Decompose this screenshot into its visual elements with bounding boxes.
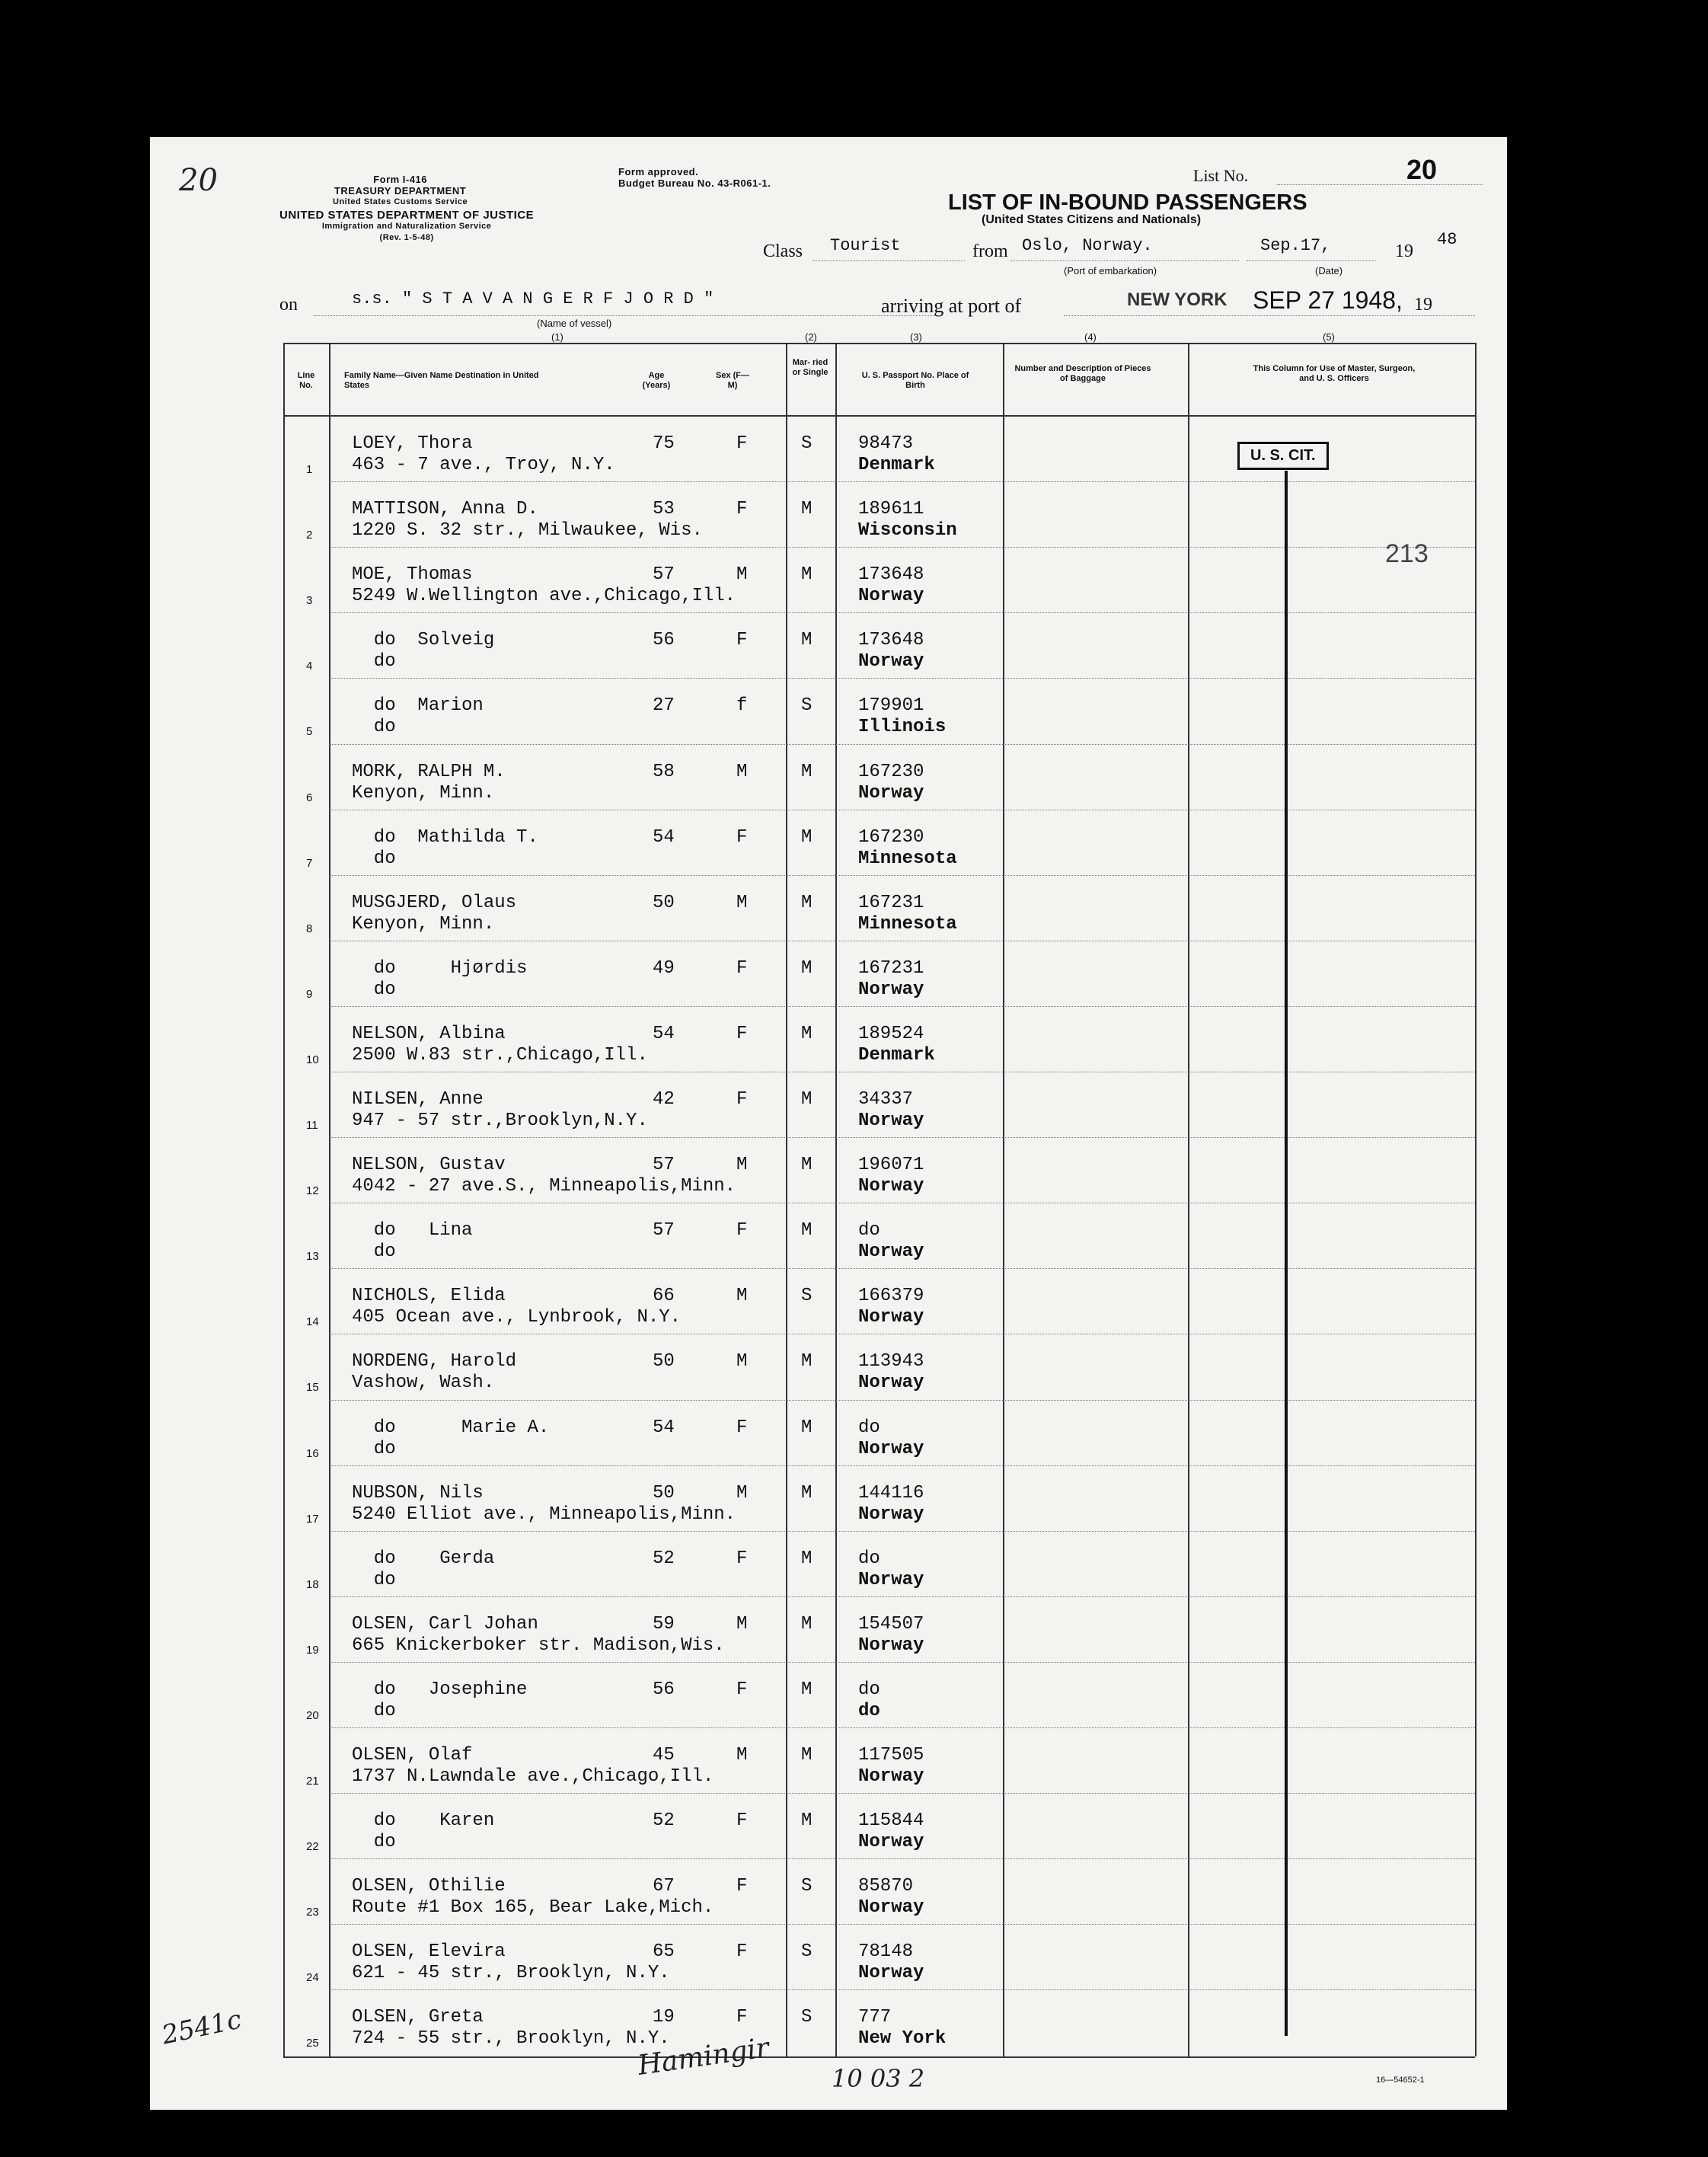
line-number: 17 bbox=[306, 1512, 319, 1526]
passenger-name: NUBSON, Nils bbox=[352, 1482, 484, 1504]
passport-number: 78148 bbox=[858, 1941, 914, 1963]
marital-status: M bbox=[801, 1089, 812, 1110]
from-label: from bbox=[972, 241, 1008, 261]
sex: M bbox=[736, 564, 748, 586]
place-of-birth: Norway bbox=[858, 1635, 924, 1656]
marital-status: M bbox=[801, 1745, 812, 1766]
column-rule bbox=[329, 343, 330, 2056]
age: 58 bbox=[653, 761, 675, 782]
age: 75 bbox=[653, 433, 675, 454]
destination: Kenyon, Minn. bbox=[352, 913, 495, 935]
age: 57 bbox=[653, 1220, 675, 1241]
arrival-port: NEW YORK bbox=[1127, 289, 1228, 310]
row-separator bbox=[329, 678, 1475, 679]
destination: do bbox=[352, 1241, 396, 1263]
place-of-birth: Norway bbox=[858, 1241, 924, 1263]
form-approval: Form approved. Budget Bureau No. 43-R061-1. bbox=[618, 166, 771, 189]
year-prefix: 19 bbox=[1395, 241, 1413, 261]
year-value: 48 bbox=[1437, 230, 1457, 249]
passport-number: 98473 bbox=[858, 433, 914, 454]
line-number: 2 bbox=[306, 529, 313, 542]
line-number: 7 bbox=[306, 856, 313, 870]
passenger-name: do Karen bbox=[352, 1810, 495, 1832]
place-of-birth: New York bbox=[858, 2028, 947, 2050]
destination: do bbox=[352, 1569, 396, 1590]
passport-number: 167230 bbox=[858, 826, 924, 848]
sex: M bbox=[736, 1745, 748, 1766]
col-header-passport: U. S. Passport No. Place of Birth bbox=[861, 371, 969, 390]
passport-number: do bbox=[858, 1548, 880, 1569]
passenger-name: NELSON, Gustav bbox=[352, 1155, 506, 1176]
place-of-birth: do bbox=[858, 1700, 880, 1721]
destination: 1737 N.Lawndale ave.,Chicago,Ill. bbox=[352, 1766, 714, 1787]
column-rule bbox=[1188, 343, 1189, 2056]
passport-number: 113943 bbox=[858, 1351, 924, 1372]
col-header-married: Mar- ried or Single bbox=[792, 358, 828, 377]
line-number: 9 bbox=[306, 987, 313, 1001]
page-title: LIST OF IN-BOUND PASSENGERS bbox=[948, 190, 1307, 215]
place-of-birth: Norway bbox=[858, 586, 924, 607]
manifest-page bbox=[150, 137, 1507, 2110]
sex: F bbox=[736, 499, 748, 520]
destination: do bbox=[352, 848, 396, 869]
marital-status: M bbox=[801, 630, 812, 651]
place-of-birth: Norway bbox=[858, 1110, 924, 1131]
line-number: 4 bbox=[306, 660, 313, 673]
list-no-label: List No. bbox=[1193, 166, 1249, 185]
row-separator bbox=[329, 1006, 1475, 1007]
marital-status: M bbox=[801, 1023, 812, 1044]
place-of-birth: Norway bbox=[858, 1307, 924, 1328]
passenger-name: NICHOLS, Elida bbox=[352, 1286, 506, 1307]
passenger-name: MATTISON, Anna D. bbox=[352, 499, 538, 520]
line-number: 22 bbox=[306, 1840, 319, 1854]
age: 19 bbox=[653, 2007, 675, 2028]
sex: F bbox=[736, 630, 748, 651]
column-rule bbox=[835, 343, 837, 2056]
destination: 665 Knickerboker str. Madison,Wis. bbox=[352, 1635, 725, 1656]
passenger-name: MORK, RALPH M. bbox=[352, 761, 506, 782]
row-separator bbox=[329, 1793, 1475, 1794]
sex: M bbox=[736, 1351, 748, 1372]
line-number: 13 bbox=[306, 1250, 319, 1264]
page-subtitle: (United States Citizens and Nationals) bbox=[982, 213, 1202, 226]
passenger-name: NORDENG, Harold bbox=[352, 1351, 517, 1372]
footer-code: 16—54652-1 bbox=[1376, 2076, 1425, 2085]
passport-number: do bbox=[858, 1220, 880, 1241]
sex: M bbox=[736, 1155, 748, 1176]
marital-status: M bbox=[801, 1548, 812, 1569]
marital-status: S bbox=[801, 2007, 812, 2028]
col-header-line: Line No. bbox=[297, 371, 315, 390]
row-separator bbox=[329, 744, 1475, 745]
marital-status: M bbox=[801, 826, 812, 848]
passport-number: 115844 bbox=[858, 1810, 924, 1832]
sex: F bbox=[736, 1679, 748, 1700]
row-separator bbox=[329, 1727, 1475, 1728]
place-of-birth: Norway bbox=[858, 1963, 924, 1984]
date-caption: (Date) bbox=[1315, 265, 1343, 276]
date-value: Sep.17, bbox=[1260, 236, 1331, 255]
passport-number: 173648 bbox=[858, 564, 924, 586]
column-rule bbox=[1475, 343, 1477, 2056]
list-no-line bbox=[1277, 184, 1483, 185]
table-bottom-rule bbox=[283, 2056, 1475, 2058]
place-of-birth: Norway bbox=[858, 782, 924, 804]
destination: do bbox=[352, 1438, 396, 1459]
passenger-name: do Marie A. bbox=[352, 1417, 550, 1438]
line-number: 25 bbox=[306, 2037, 319, 2050]
passport-number: do bbox=[858, 1679, 880, 1700]
age: 42 bbox=[653, 1089, 675, 1110]
destination: 947 - 57 str.,Brooklyn,N.Y. bbox=[352, 1110, 648, 1131]
col-header-sex: Sex (F—M) bbox=[715, 371, 749, 390]
age: 49 bbox=[653, 957, 675, 979]
sex: M bbox=[736, 1482, 748, 1504]
class-line bbox=[812, 260, 965, 261]
place-of-birth: Denmark bbox=[858, 1044, 935, 1066]
place-of-birth: Minnesota bbox=[858, 848, 957, 869]
passenger-name: OLSEN, Olaf bbox=[352, 1745, 473, 1766]
row-separator bbox=[329, 1465, 1475, 1466]
marital-status: S bbox=[801, 1941, 812, 1963]
col-header-baggage: Number and Description of Pieces of Baggage bbox=[1014, 364, 1151, 383]
marital-status: M bbox=[801, 1679, 812, 1700]
row-separator bbox=[329, 1924, 1475, 1925]
passport-number: 167231 bbox=[858, 892, 924, 913]
row-separator bbox=[329, 1662, 1475, 1663]
place-of-birth: Illinois bbox=[858, 717, 947, 738]
line-number: 23 bbox=[306, 1906, 319, 1919]
col-num-4: (4) bbox=[1084, 331, 1097, 343]
row-separator bbox=[329, 1596, 1475, 1597]
passenger-name: do Marion bbox=[352, 695, 484, 717]
arrival-date: SEP 27 1948, bbox=[1253, 286, 1403, 314]
age: 53 bbox=[653, 499, 675, 520]
from-line bbox=[1010, 260, 1239, 261]
passenger-name: do Solveig bbox=[352, 630, 495, 651]
age: 52 bbox=[653, 1548, 675, 1569]
sex: M bbox=[736, 1613, 748, 1635]
passenger-name: MUSGJERD, Olaus bbox=[352, 892, 517, 913]
passport-number: 189611 bbox=[858, 499, 924, 520]
age: 54 bbox=[653, 1417, 675, 1438]
line-number: 14 bbox=[306, 1315, 319, 1329]
col-num-3: (3) bbox=[910, 331, 922, 343]
marital-status: M bbox=[801, 1613, 812, 1635]
col-num-1: (1) bbox=[551, 331, 563, 343]
col-header-name: Family Name—Given Name Destination in United States bbox=[344, 371, 539, 390]
passport-number: 85870 bbox=[858, 1876, 914, 1897]
passenger-name: do Josephine bbox=[352, 1679, 528, 1700]
from-value: Oslo, Norway. bbox=[1022, 236, 1153, 255]
vessel-line bbox=[314, 315, 938, 316]
line-number: 19 bbox=[306, 1643, 319, 1657]
vessel-caption: (Name of vessel) bbox=[537, 318, 612, 329]
row-separator bbox=[329, 1400, 1475, 1401]
marital-status: M bbox=[801, 957, 812, 979]
place-of-birth: Norway bbox=[858, 651, 924, 673]
col-header-officers: This Column for Use of Master, Surgeon, and U. S. Officers bbox=[1253, 364, 1416, 383]
sex: F bbox=[736, 1023, 748, 1044]
row-separator bbox=[329, 1989, 1475, 1990]
destination: 1220 S. 32 str., Milwaukee, Wis. bbox=[352, 520, 703, 542]
sex: F bbox=[736, 1548, 748, 1569]
destination: Vashow, Wash. bbox=[352, 1372, 495, 1394]
passenger-name: do Hjørdis bbox=[352, 957, 528, 979]
line-number: 6 bbox=[306, 791, 313, 804]
bottom-number: 10 03 2 bbox=[832, 2064, 925, 2093]
justice-block: UNITED STATES DEPARTMENT OF JUSTICE Immigration and Naturalization Service (Rev. 1-5-48) bbox=[279, 209, 535, 242]
passenger-name: NELSON, Albina bbox=[352, 1023, 506, 1044]
age: 67 bbox=[653, 1876, 675, 1897]
passport-number: 189524 bbox=[858, 1023, 924, 1044]
marital-status: M bbox=[801, 1220, 812, 1241]
passenger-name: do Gerda bbox=[352, 1548, 495, 1569]
marital-status: M bbox=[801, 1482, 812, 1504]
arrival-year: 19 bbox=[1414, 295, 1432, 315]
place-of-birth: Norway bbox=[858, 1897, 924, 1919]
col-num-2: (2) bbox=[805, 331, 817, 343]
age: 56 bbox=[653, 1679, 675, 1700]
line-number: 3 bbox=[306, 594, 313, 608]
age: 50 bbox=[653, 1351, 675, 1372]
sex: F bbox=[736, 1220, 748, 1241]
sex: F bbox=[736, 1089, 748, 1110]
destination: 463 - 7 ave., Troy, N.Y. bbox=[352, 455, 615, 475]
destination: 5240 Elliot ave., Minneapolis,Minn. bbox=[352, 1504, 736, 1525]
sex: F bbox=[736, 1810, 748, 1832]
marital-status: S bbox=[801, 433, 812, 454]
marital-status: M bbox=[801, 1351, 812, 1372]
line-number: 12 bbox=[306, 1184, 319, 1198]
passport-number: 34337 bbox=[858, 1089, 914, 1110]
age: 59 bbox=[653, 1613, 675, 1635]
row-separator bbox=[329, 1137, 1475, 1138]
passenger-name: NILSEN, Anne bbox=[352, 1089, 484, 1110]
age: 66 bbox=[653, 1286, 675, 1307]
age: 56 bbox=[653, 630, 675, 651]
port-caption: (Port of embarkation) bbox=[1064, 265, 1157, 276]
passenger-name: OLSEN, Carl Johan bbox=[352, 1613, 538, 1635]
destination: do bbox=[352, 717, 396, 738]
place-of-birth: Norway bbox=[858, 1372, 924, 1394]
marital-status: M bbox=[801, 761, 812, 782]
passport-number: 196071 bbox=[858, 1155, 924, 1176]
marital-status: M bbox=[801, 1417, 812, 1438]
destination: do bbox=[352, 651, 396, 673]
date-line bbox=[1247, 260, 1376, 261]
class-value: Tourist bbox=[830, 236, 901, 255]
place-of-birth: Norway bbox=[858, 1569, 924, 1590]
age: 50 bbox=[653, 1482, 675, 1504]
marital-status: M bbox=[801, 1810, 812, 1832]
header-bottom-rule bbox=[283, 415, 1475, 417]
row-separator bbox=[329, 481, 1475, 482]
sex: M bbox=[736, 761, 748, 782]
passenger-name: MOE, Thomas bbox=[352, 564, 473, 586]
marital-status: M bbox=[801, 499, 812, 520]
place-of-birth: Wisconsin bbox=[858, 520, 957, 542]
age: 57 bbox=[653, 1155, 675, 1176]
place-of-birth: Norway bbox=[858, 1176, 924, 1197]
column-rule bbox=[786, 343, 787, 2056]
marital-status: S bbox=[801, 695, 812, 717]
sex: M bbox=[736, 892, 748, 913]
arrival-line bbox=[1064, 315, 1475, 316]
destination: Route #1 Box 165, Bear Lake,Mich. bbox=[352, 1897, 714, 1919]
destination: 724 - 55 str., Brooklyn, N.Y. bbox=[352, 2028, 670, 2050]
passenger-name: do Mathilda T. bbox=[352, 826, 538, 848]
row-separator bbox=[329, 1531, 1475, 1532]
sex: F bbox=[736, 1876, 748, 1897]
line-number: 18 bbox=[306, 1577, 319, 1591]
line-number: 24 bbox=[306, 1971, 319, 1985]
sex: F bbox=[736, 1417, 748, 1438]
line-number: 8 bbox=[306, 922, 313, 935]
form-number: Form I-416 TREASURY DEPARTMENT United States Customs Service bbox=[333, 174, 468, 206]
line-number: 10 bbox=[306, 1053, 319, 1066]
arriving-label: arriving at port of bbox=[881, 295, 1022, 317]
destination: 5249 W.Wellington ave.,Chicago,Ill. bbox=[352, 586, 736, 607]
corner-mark: 20 bbox=[179, 163, 218, 198]
line-number: 5 bbox=[306, 725, 313, 739]
age: 54 bbox=[653, 826, 675, 848]
passport-number: 179901 bbox=[858, 695, 924, 717]
citizen-stamp: U. S. CIT. bbox=[1237, 442, 1329, 470]
marital-status: S bbox=[801, 1876, 812, 1897]
passenger-name: LOEY, Thora bbox=[352, 433, 473, 454]
bottom-left-note: 2541c bbox=[158, 2004, 244, 2051]
vessel-value: s.s. " S T A V A N G E R F J O R D " bbox=[352, 289, 714, 308]
passport-number: 173648 bbox=[858, 630, 924, 651]
destination: do bbox=[352, 1832, 396, 1853]
destination: 405 Ocean ave., Lynbrook, N.Y. bbox=[352, 1307, 682, 1328]
place-of-birth: Norway bbox=[858, 979, 924, 1000]
sex: F bbox=[736, 433, 748, 454]
passport-number: 166379 bbox=[858, 1286, 924, 1307]
destination: 2500 W.83 str.,Chicago,Ill. bbox=[352, 1044, 648, 1066]
sex: F bbox=[736, 1941, 748, 1963]
passenger-name: OLSEN, Othilie bbox=[352, 1876, 506, 1897]
sex: M bbox=[736, 1286, 748, 1307]
passenger-name: do Lina bbox=[352, 1220, 473, 1241]
line-number: 16 bbox=[306, 1446, 319, 1460]
column-rule bbox=[1003, 343, 1004, 2056]
passport-number: 167230 bbox=[858, 761, 924, 782]
place-of-birth: Norway bbox=[858, 1766, 924, 1787]
passport-number: 777 bbox=[858, 2007, 892, 2028]
list-no-value: 20 bbox=[1406, 154, 1438, 185]
row-separator bbox=[329, 612, 1475, 613]
line-number: 21 bbox=[306, 1775, 319, 1788]
sex: f bbox=[736, 695, 748, 717]
table-top-rule bbox=[283, 343, 1475, 344]
age: 57 bbox=[653, 564, 675, 586]
line-number: 20 bbox=[306, 1708, 319, 1722]
place-of-birth: Norway bbox=[858, 1832, 924, 1853]
sex: F bbox=[736, 957, 748, 979]
margin-note: 213 bbox=[1385, 539, 1429, 568]
destination: do bbox=[352, 1700, 396, 1721]
row-separator bbox=[329, 547, 1475, 548]
row-separator bbox=[329, 1858, 1475, 1859]
line-number: 15 bbox=[306, 1381, 319, 1395]
place-of-birth: Minnesota bbox=[858, 913, 957, 935]
place-of-birth: Norway bbox=[858, 1504, 924, 1525]
line-number: 1 bbox=[306, 463, 313, 476]
destination: 4042 - 27 ave.S., Minneapolis,Minn. bbox=[352, 1176, 736, 1197]
passenger-name: OLSEN, Elevira bbox=[352, 1941, 506, 1963]
place-of-birth: Denmark bbox=[858, 455, 935, 475]
passport-number: 144116 bbox=[858, 1482, 924, 1504]
destination: 621 - 45 str., Brooklyn, N.Y. bbox=[352, 1963, 670, 1984]
age: 50 bbox=[653, 892, 675, 913]
passport-number: 117505 bbox=[858, 1745, 924, 1766]
class-label: Class bbox=[763, 241, 803, 261]
place-of-birth: Norway bbox=[858, 1438, 924, 1459]
row-separator bbox=[329, 1268, 1475, 1269]
age: 27 bbox=[653, 695, 675, 717]
passport-number: 154507 bbox=[858, 1613, 924, 1635]
passport-number: do bbox=[858, 1417, 880, 1438]
column-rule bbox=[283, 343, 285, 2056]
marital-status: S bbox=[801, 1286, 812, 1307]
passport-number: 167231 bbox=[858, 957, 924, 979]
on-label: on bbox=[279, 295, 298, 315]
col-num-5: (5) bbox=[1323, 331, 1335, 343]
destination: do bbox=[352, 979, 396, 1000]
stamp-ditto-line bbox=[1285, 471, 1288, 2036]
passenger-name: OLSEN, Greta bbox=[352, 2007, 484, 2028]
row-separator bbox=[329, 875, 1475, 876]
age: 45 bbox=[653, 1745, 675, 1766]
sex: F bbox=[736, 2007, 748, 2028]
line-number: 11 bbox=[306, 1119, 318, 1132]
age: 54 bbox=[653, 1023, 675, 1044]
col-header-age: Age (Years) bbox=[642, 371, 671, 390]
marital-status: M bbox=[801, 892, 812, 913]
sex: F bbox=[736, 826, 748, 848]
marital-status: M bbox=[801, 1155, 812, 1176]
age: 65 bbox=[653, 1941, 675, 1963]
marital-status: M bbox=[801, 564, 812, 586]
destination: Kenyon, Minn. bbox=[352, 782, 495, 804]
signature: Hamingir bbox=[635, 2032, 771, 2082]
age: 52 bbox=[653, 1810, 675, 1832]
